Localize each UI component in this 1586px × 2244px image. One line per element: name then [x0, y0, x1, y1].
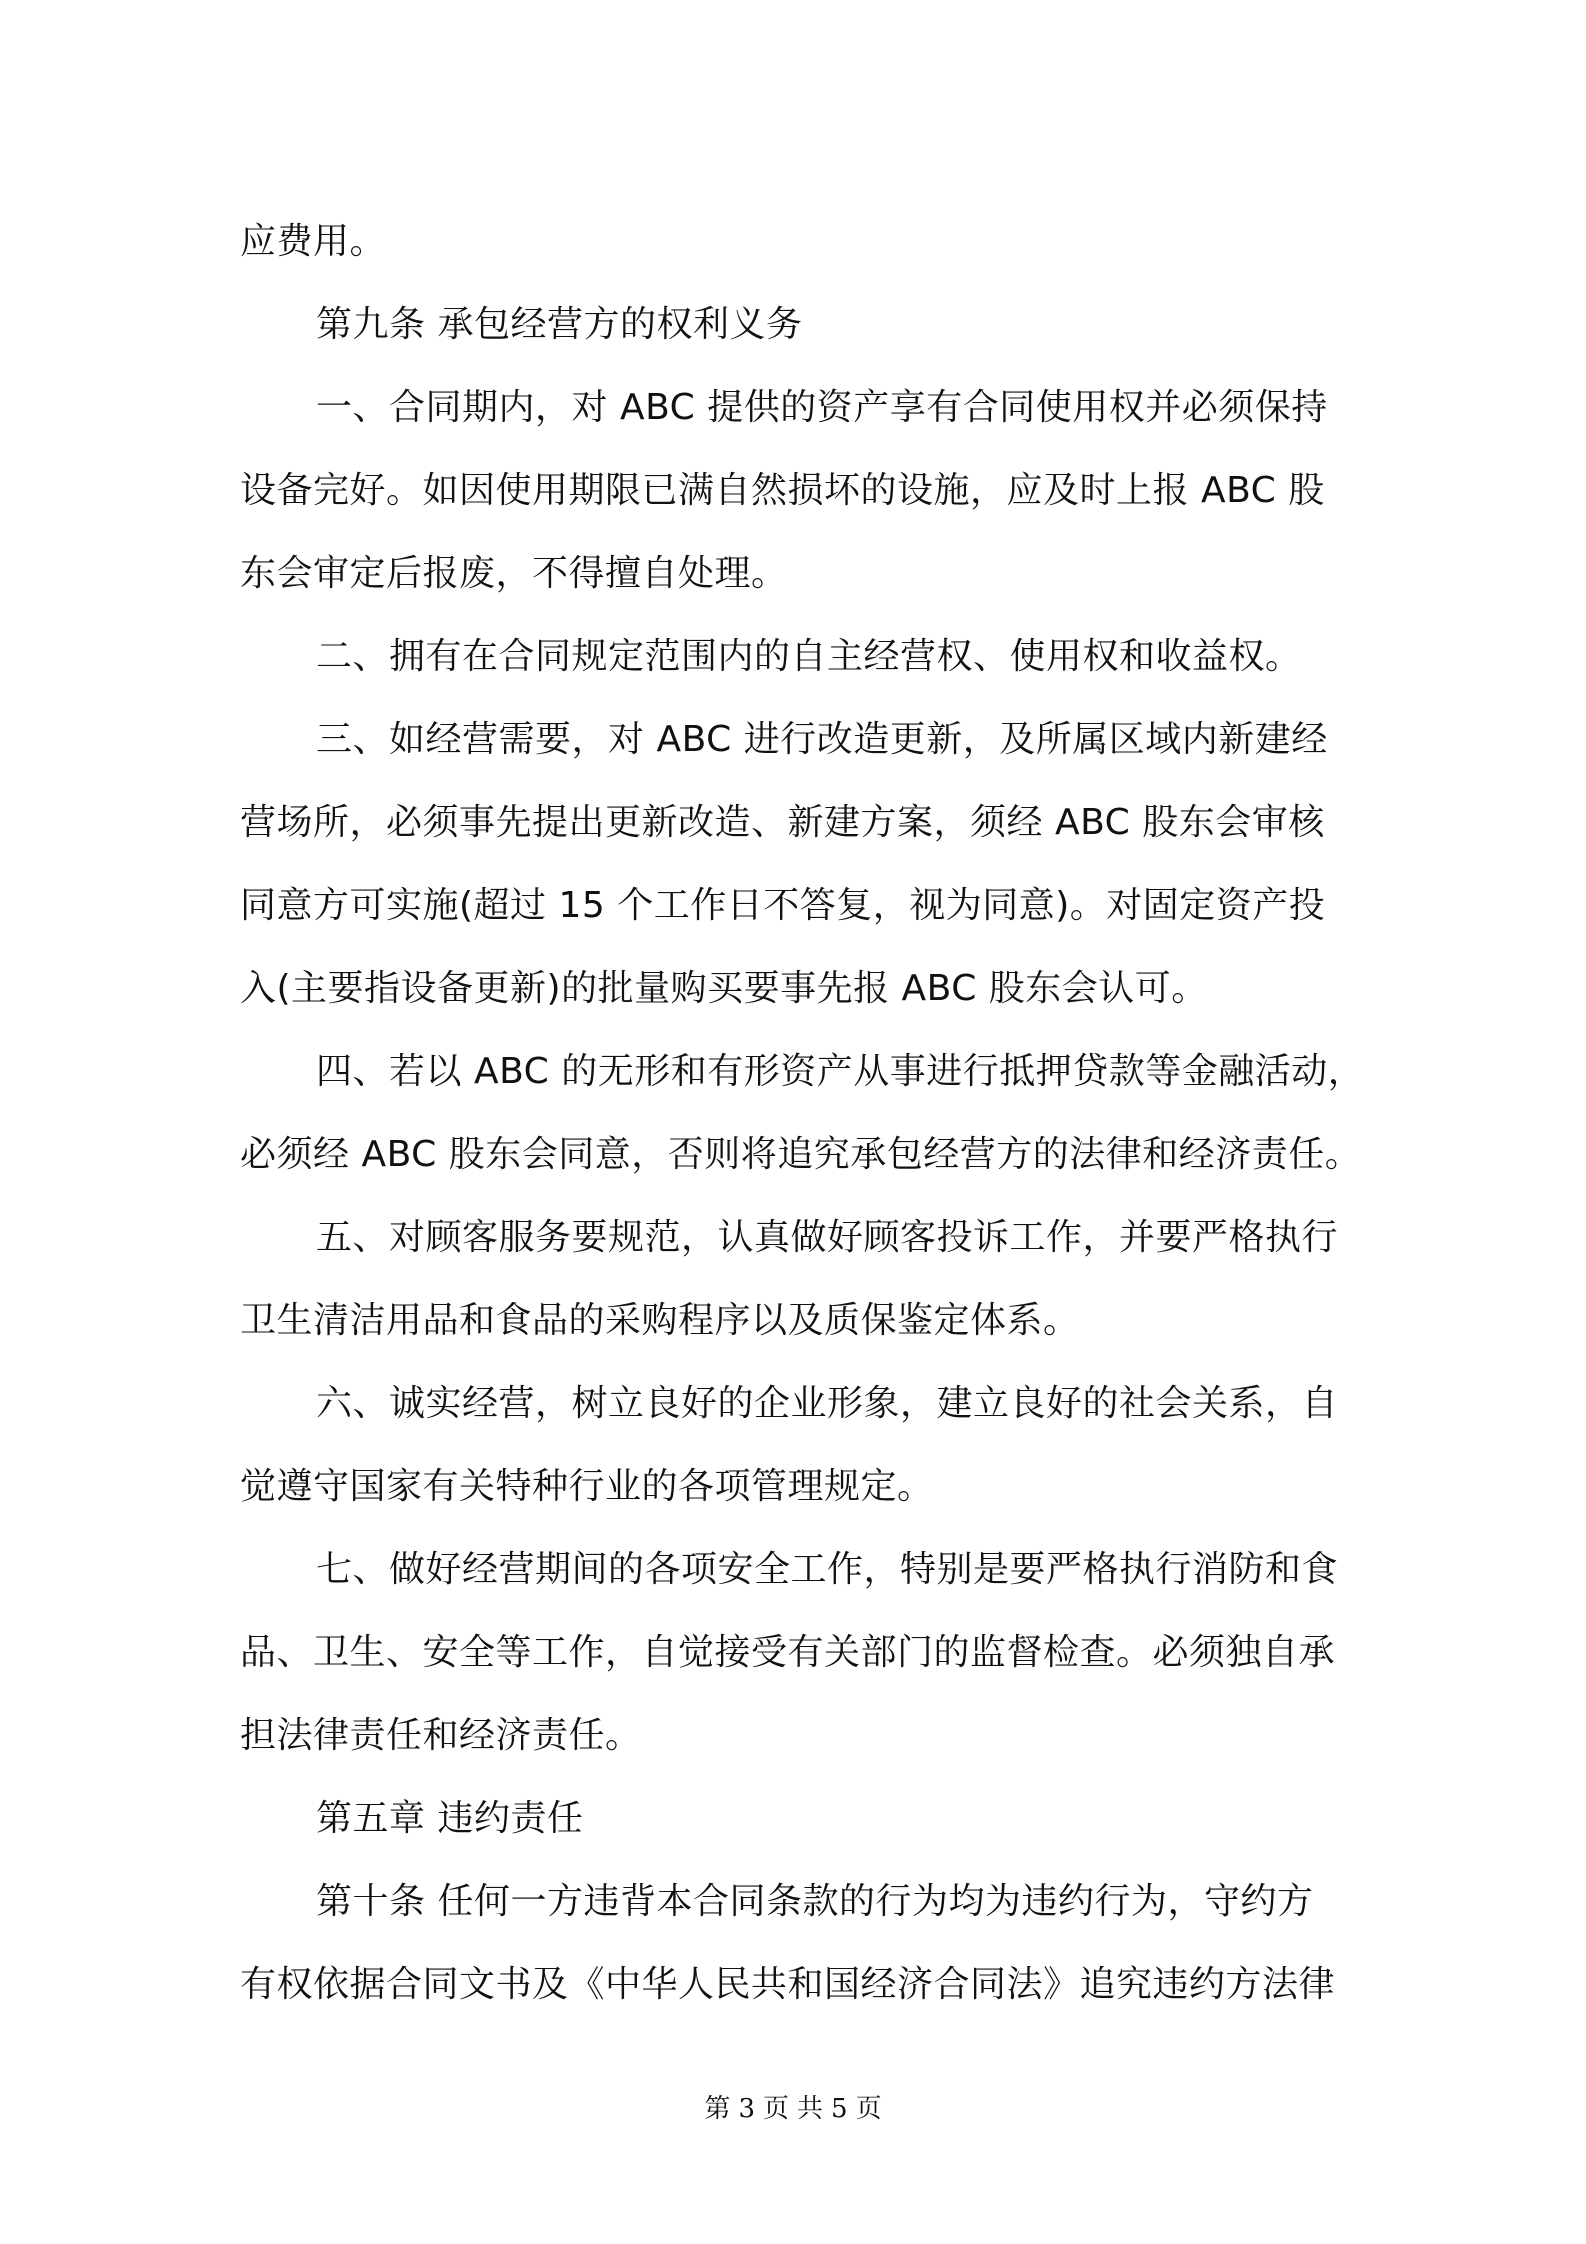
- text-line: 营场所，必须事先提出更新改造、新建方案，须经 ABC 股东会审核: [240, 802, 1325, 843]
- article-heading: 第十条 任何一方违背本合同条款的行为均为违约行为，守约方: [316, 1881, 1314, 1922]
- text-line: 四、若以 ABC 的无形和有形资产从事进行抵押贷款等金融活动，: [316, 1051, 1365, 1092]
- text-line: 卫生清洁用品和食品的采购程序以及质保鉴定体系。: [240, 1300, 1080, 1341]
- footer-page-prefix: 第: [704, 2094, 731, 2124]
- text-line: 五、对顾客服务要规范，认真做好顾客投诉工作，并要严格执行: [316, 1217, 1339, 1258]
- document-body: [240, 200, 1365, 2026]
- text-line: 觉遵守国家有关特种行业的各项管理规定。: [240, 1466, 934, 1507]
- article-heading: 第九条 承包经营方的权利义务: [316, 304, 803, 345]
- footer-total-prefix: 共: [797, 2094, 824, 2124]
- text-line: 应费用。: [240, 221, 387, 262]
- text-line: 二、拥有在合同规定范围内的自主经营权、使用权和收益权。: [316, 636, 1302, 677]
- footer-total-suffix: 页: [855, 2094, 882, 2124]
- footer-total-pages: 5: [831, 2094, 848, 2124]
- footer-current-page: 3: [738, 2094, 755, 2124]
- text-line: 入(主要指设备更新)的批量购买要事先报 ABC 股东会认可。: [240, 968, 1208, 1009]
- text-line: 东会审定后报废，不得擅自处理。: [240, 553, 788, 594]
- chapter-heading: 第五章 违约责任: [316, 1798, 584, 1839]
- text-line: 必须经 ABC 股东会同意，否则将追究承包经营方的法律和经济责任。: [240, 1134, 1362, 1175]
- text-line: 六、诚实经营，树立良好的企业形象，建立良好的社会关系，自: [316, 1383, 1339, 1424]
- text-line: 三、如经营需要，对 ABC 进行改造更新，及所属区域内新建经: [316, 719, 1328, 760]
- text-line: 一、合同期内，对 ABC 提供的资产享有合同使用权并必须保持: [316, 387, 1328, 428]
- text-line: 担法律责任和经济责任。: [240, 1715, 642, 1756]
- text-line: 同意方可实施(超过 15 个工作日不答复，视为同意)。对固定资产投: [240, 885, 1326, 926]
- page-footer: [0, 2088, 1586, 2125]
- footer-page-word: 页: [762, 2094, 789, 2124]
- text-line: 品、卫生、安全等工作，自觉接受有关部门的监督检查。必须独自承: [240, 1632, 1336, 1673]
- text-line: 有权依据合同文书及《中华人民共和国经济合同法》追究违约方法律: [240, 1964, 1336, 2005]
- text-line: 七、做好经营期间的各项安全工作，特别是要严格执行消防和食: [316, 1549, 1339, 1590]
- text-line: 设备完好。如因使用期限已满自然损坏的设施，应及时上报 ABC 股: [240, 470, 1325, 511]
